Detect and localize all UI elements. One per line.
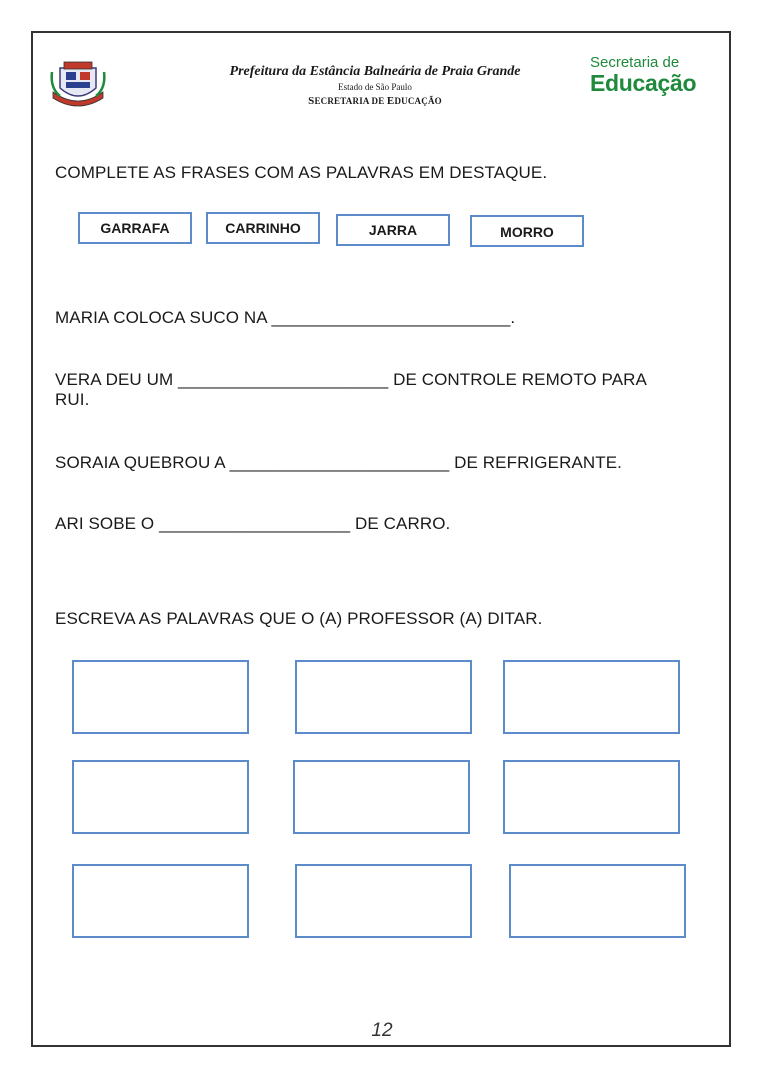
logo-line2: Educação xyxy=(590,70,697,96)
word-box-morro: MORRO xyxy=(470,215,584,247)
instruction-2: ESCREVA AS PALAVRAS QUE O (A) PROFESSOR (A) DITAR. xyxy=(55,609,543,628)
sentence-2: VERA DEU UM ______________________ DE CONTROLE REMOTO PARA xyxy=(55,370,647,389)
sentence-3: SORAIA QUEBROU A _______________________ DE REFRIGERANTE. xyxy=(55,453,623,472)
instruction-1: COMPLETE AS FRASES COM AS PALAVRAS EM DESTAQUE. xyxy=(55,163,548,182)
logo-line1: Secretaria de xyxy=(590,54,680,71)
answer-box[interactable] xyxy=(293,760,470,834)
header-department: SECRETARIA DE EDUCAÇÃO xyxy=(308,95,442,107)
word-box-garrafa: GARRAFA xyxy=(78,212,192,244)
answer-box[interactable] xyxy=(503,760,680,834)
answer-box[interactable] xyxy=(295,864,472,938)
word-box-carrinho: CARRINHO xyxy=(206,212,320,244)
sentence-2-continued: RUI. xyxy=(55,390,90,409)
header-state: Estado de São Paulo xyxy=(338,82,412,92)
answer-box[interactable] xyxy=(509,864,686,938)
answer-box[interactable] xyxy=(72,760,249,834)
answer-box[interactable] xyxy=(72,864,249,938)
answer-box[interactable] xyxy=(295,660,472,734)
header-title: Prefeitura da Estância Balneária de Praia Grande xyxy=(229,64,521,79)
header-block xyxy=(200,64,550,107)
answer-box[interactable] xyxy=(72,660,249,734)
sentence-1: MARIA COLOCA SUCO NA _________________________. xyxy=(55,308,516,327)
word-box-jarra: JARRA xyxy=(336,214,450,246)
municipal-crest-icon xyxy=(50,58,106,110)
answer-box[interactable] xyxy=(503,660,680,734)
sentence-4: ARI SOBE O ____________________ DE CARRO. xyxy=(55,514,451,533)
page-number: 12 xyxy=(371,1020,393,1041)
secretaria-educacao-logo xyxy=(590,55,696,95)
